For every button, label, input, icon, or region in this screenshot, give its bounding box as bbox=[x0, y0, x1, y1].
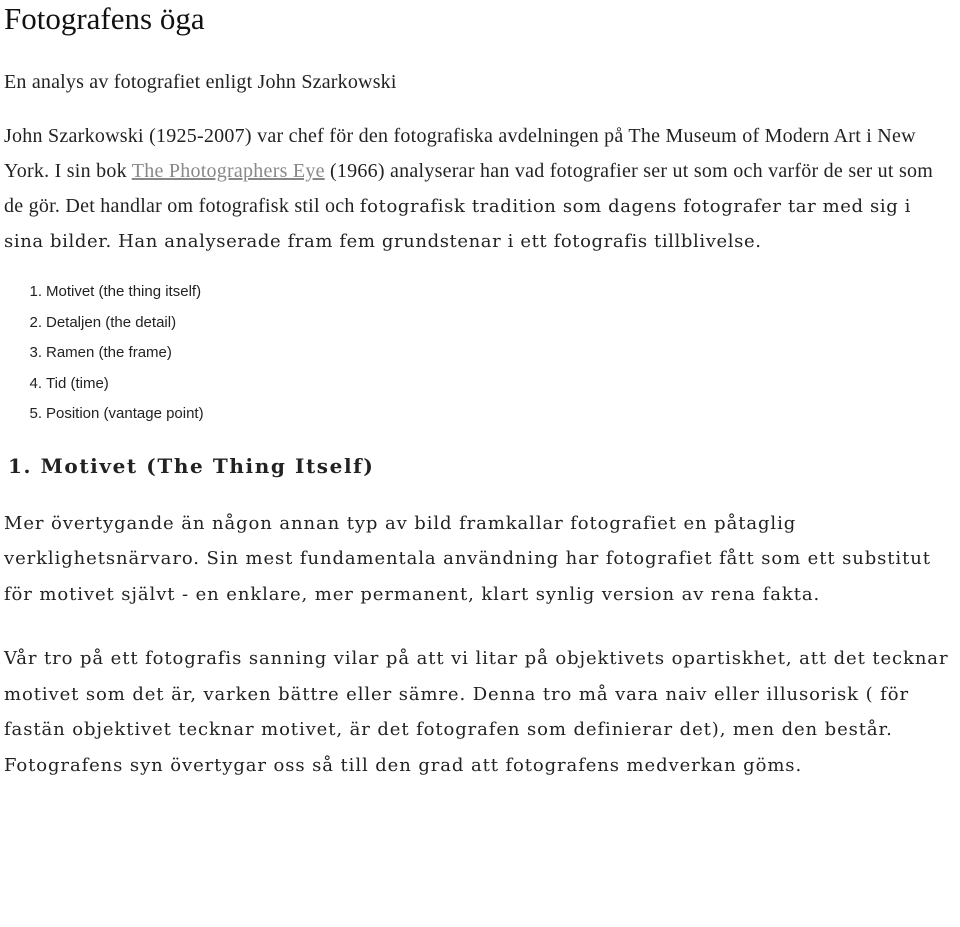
list-item-label: Motivet (the thing itself) bbox=[46, 283, 202, 300]
section-paragraph-1: Mer övertygande än någon annan typ av bild framkallar fotografiet en påtaglig verklighetsnärvaro. Sin mest fundamentala användning har fotografiet fått som ett substitut för motivet självt - en enklare, mer permanent, klart synlig version av rena fakta. bbox=[4, 512, 931, 605]
steps-list bbox=[4, 277, 952, 430]
list-item-label: Detaljen (the detail) bbox=[46, 313, 177, 331]
list-item-number: 2. bbox=[29, 313, 42, 331]
list-item-number: 1. bbox=[29, 283, 42, 300]
intro-paragraph bbox=[4, 119, 952, 259]
list-item bbox=[4, 369, 952, 400]
section-heading: 1. Motivet (The Thing Itself) bbox=[8, 453, 375, 478]
book-link[interactable]: The Photographers Eye bbox=[131, 160, 325, 182]
list-item-number: 5. bbox=[29, 405, 42, 422]
list-item bbox=[4, 338, 952, 369]
list-item-label: Position (vantage point) bbox=[46, 405, 204, 422]
list-item-label: Ramen (the frame) bbox=[46, 344, 172, 361]
intro-text-tail: fotografisk tradition som dagens fotografer tar med sig i sina bilder. Han analyserade fram fem grundstenar i ett fotografis tillblivelse. bbox=[4, 196, 911, 252]
list-item bbox=[4, 399, 952, 430]
section-paragraph-2: Vår tro på ett fotografis sanning vilar på att vi litar på objektivets opartiskhet, att det tecknar motivet som det är, varken bättre eller sämre. Denna tro må vara naiv eller illusorisk ( för fastän objektivet tecknar motivet, är det fotografen som definierar det), men den består. Fotografens syn övertygar oss så till den grad att fotografens medverkan göms. bbox=[4, 648, 949, 776]
list-item-number: 3. bbox=[29, 344, 42, 361]
intro-text-before-link: John Szarkowski (1925-2007) var chef för den fotografiska avdelningen på The Museum of Modern Art i New York. I sin bok bbox=[4, 125, 916, 182]
list-item bbox=[4, 277, 952, 308]
page-title: Fotografens öga bbox=[4, 1, 205, 36]
page-subtitle: En analys av fotografiet enligt John Szarkowski bbox=[4, 71, 397, 93]
list-item-label: Tid (time) bbox=[46, 374, 109, 392]
list-item-number: 4. bbox=[29, 374, 42, 392]
intro-text-after-link: (1966) analyserar han vad fotografier ser ut som och varför de ser ut som de gör. Det handlar om fotografisk stil och bbox=[4, 160, 934, 217]
list-item bbox=[4, 308, 952, 339]
